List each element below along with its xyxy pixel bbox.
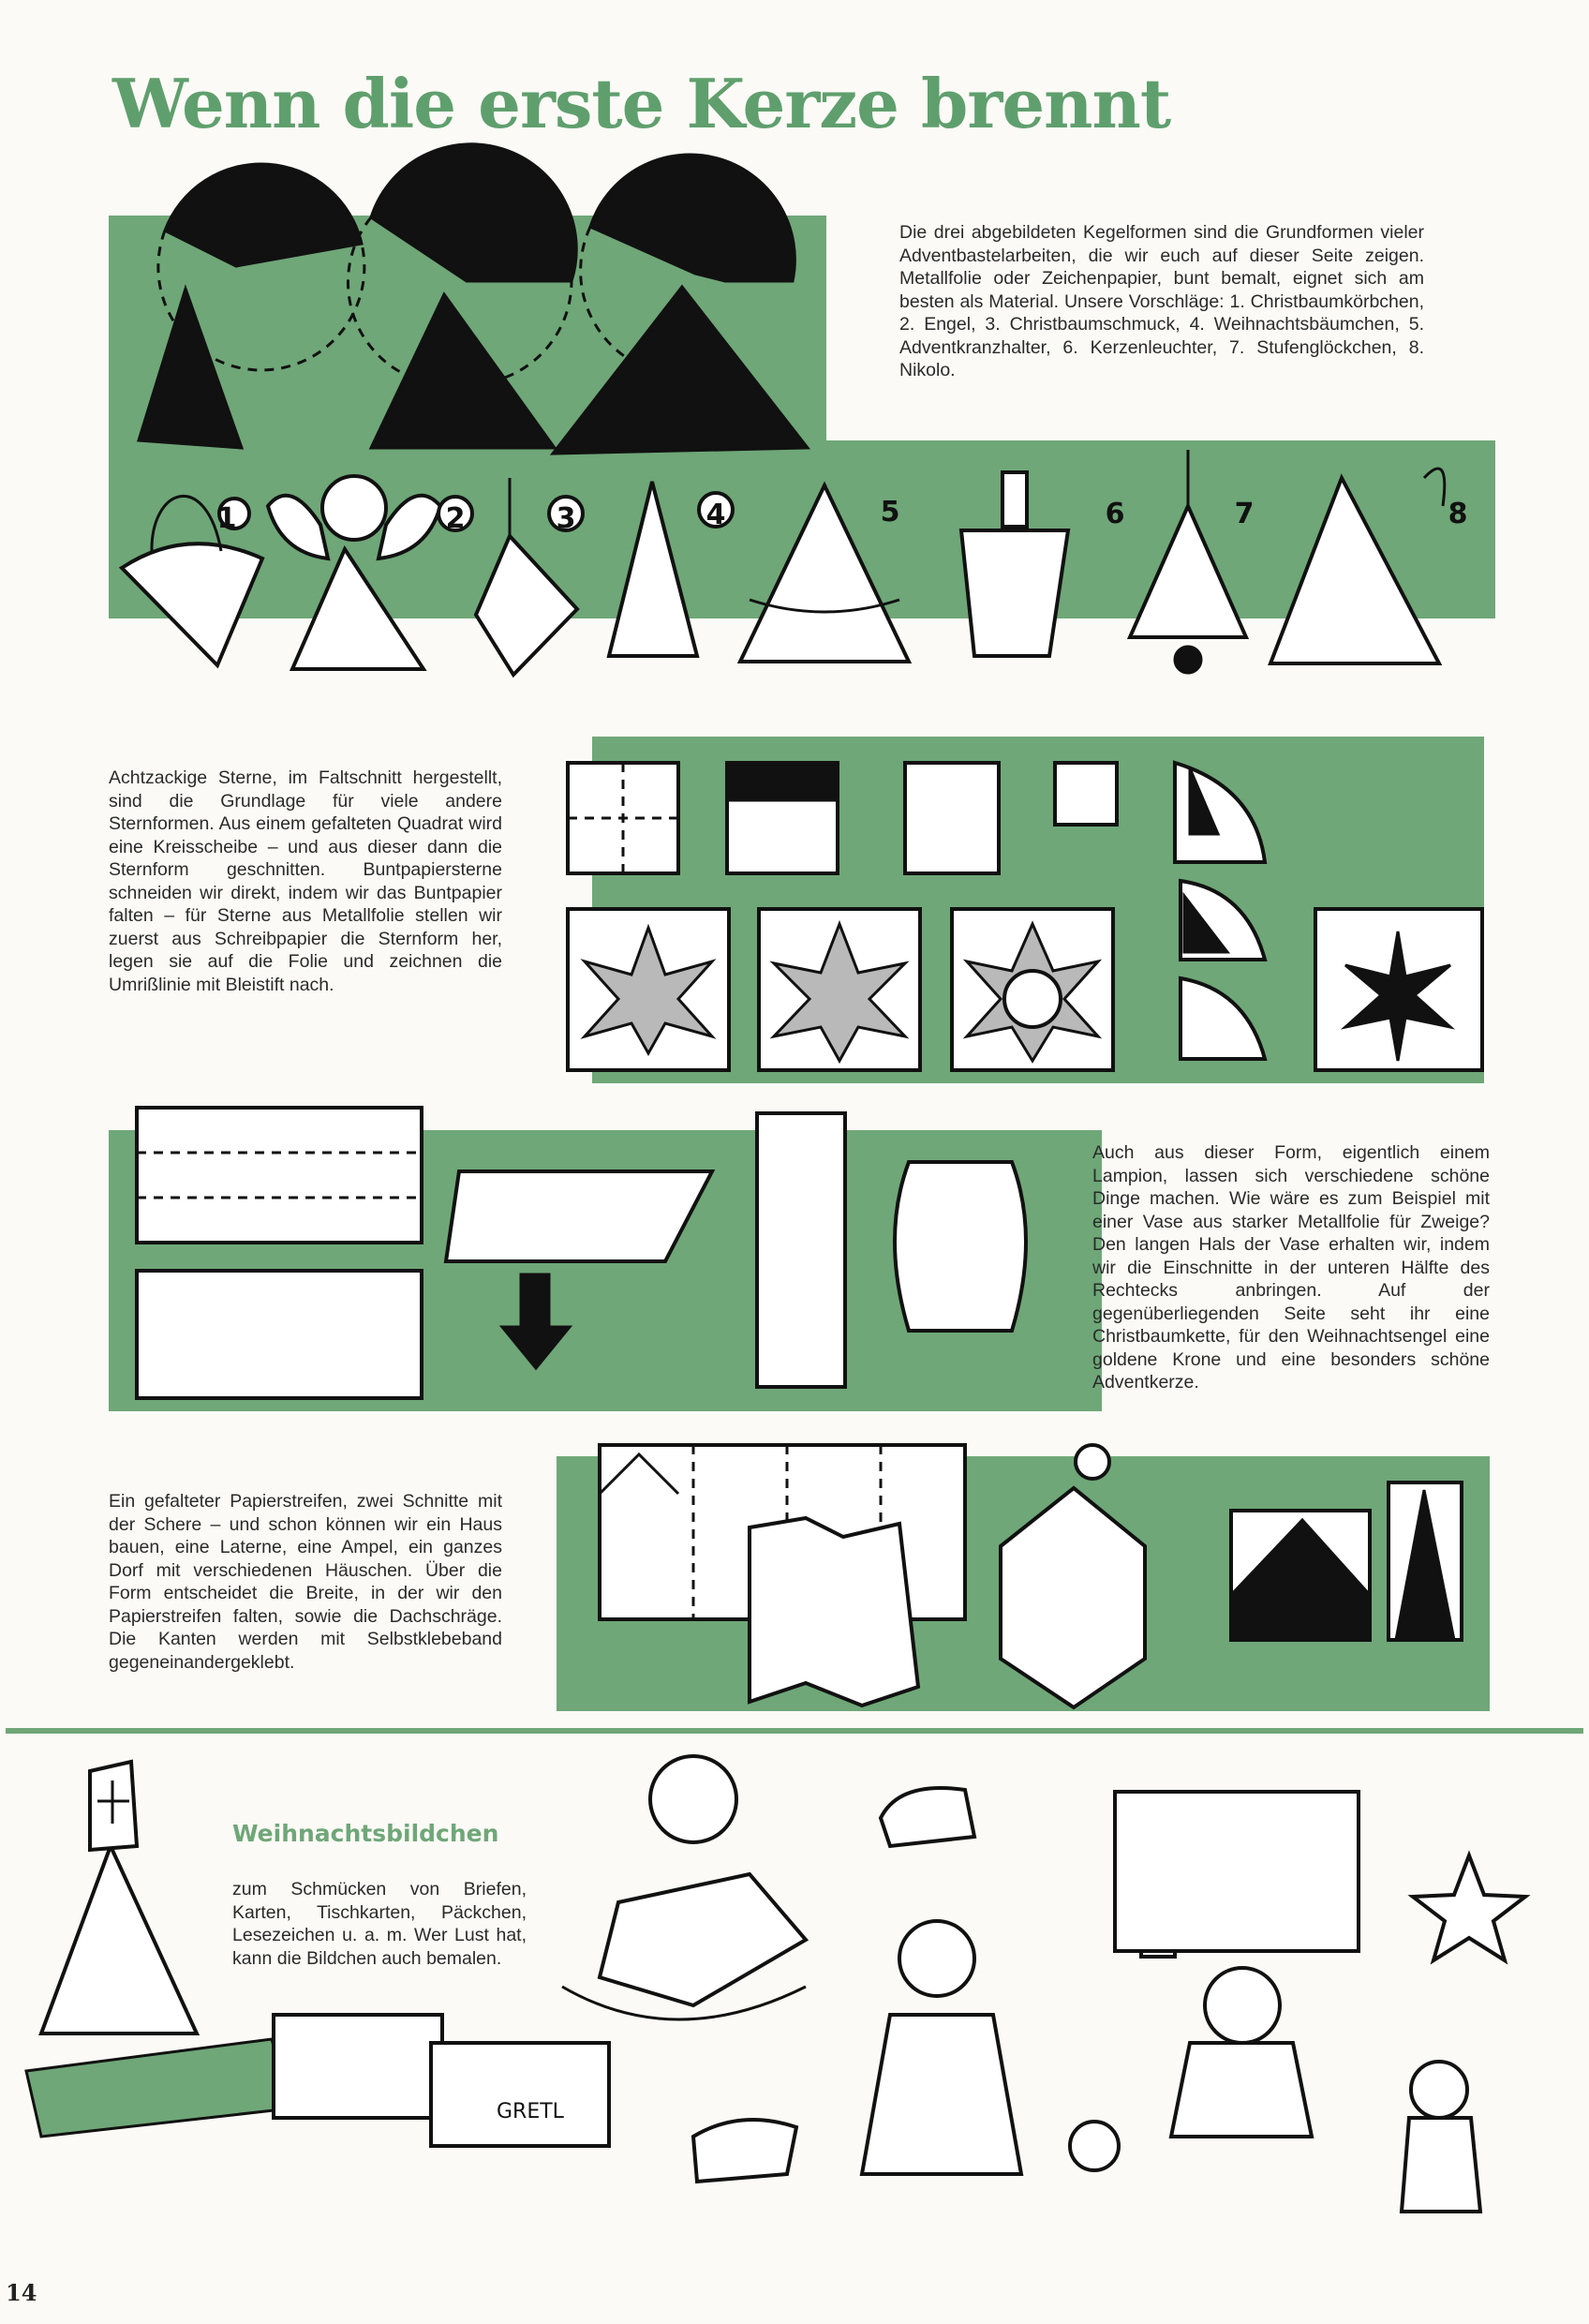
page-number: 14 [6, 2279, 37, 2306]
cone-diagram [0, 0, 1589, 750]
figure-8-nikolo [1270, 469, 1445, 663]
section3-text: Auch aus dieser Form, eigentlich einem Lampion, lassen sich verschiedene schöne Dinge machen. Wie wäre es zum Beispiel mit einer Vase aus starker Metallfolie für Zweige? Den langen Hals der Vase erhalten wir, indem wir die Einschnitte in der unteren Hälfte des Rechtecks anbringen. Auf der gegenüberliegenden Seite seht ihr eine Christbaumkette, für den Weihnachtsengel eine goldene Krone und eine besonders schöne Adventkerze. [1092, 1142, 1490, 1393]
card-label: GRETL [497, 2100, 564, 2123]
figure-7-bell [1130, 450, 1246, 673]
svg-text:8: 8 [1448, 498, 1468, 530]
section1-text: Die drei abgebildeten Kegelformen sind die Grundformen vieler Adventbastelarbeiten, die wir euch auf dieser Seite zeigen. Metallfolie oder Zeichenpapier, bunt bemalt, eignet sich am besten als Material. Unsere Vorschläge: 1. Christbaumkörbchen, 2. Engel, 3. Christbaumschmuck, 4. Weihnachtsbäumchen, 5. Adventkranzhalter, 6. Kerzenleuchter, 7. Stufenglöckchen, 8. Nikolo. [899, 222, 1424, 380]
figure-1-basket [122, 496, 262, 665]
figure-6-candle-holder [961, 472, 1068, 656]
section5-text: zum Schmücken von Briefen, Karten, Tischkarten, Päckchen, Lesezeichen u. a. m. Wer Lust hat, kann die Bildchen auch bemalen. [232, 1879, 527, 1969]
svg-text:2: 2 [445, 502, 466, 535]
svg-text:5: 5 [880, 496, 900, 529]
lantern-diagram [0, 1096, 1589, 1434]
section2-text: Achtzackige Sterne, im Faltschnitt hergestellt, sind die Grundlage für viele andere Sternformen. Aus einem gefalteten Quadrat wird eine Kreisscheibe – und aus dieser dann die Sternform geschnitten. Buntpapiersterne schneiden wir direkt, indem wir das Buntpapier falten – für Sterne aus Metallfolie stellen wir zuerst aus Schreibpapier die Sternform her, legen sie auf die Folie und zeichnen die Umrißlinie mit Bleistift nach. [109, 767, 502, 995]
svg-text:7: 7 [1234, 498, 1255, 530]
svg-text:3: 3 [556, 502, 576, 535]
section4-text: Ein gefalteter Papierstreifen, zwei Schnitte mit der Schere – und schon können wir ein Haus bauen, eine Laterne, eine Ampel, ein ganzes Dorf mit verschiedenen Häuschen. Über die Form entscheidet die Breite, in der wir den Papierstreifen falten, sowie die Dachschräge. Die Kanten werden mit Selbstklebeband gegeneinandergeklebt. [109, 1491, 502, 1673]
svg-text:1: 1 [216, 502, 237, 535]
star-fold-diagram [0, 731, 1589, 1106]
svg-text:6: 6 [1105, 498, 1125, 530]
svg-text:4: 4 [705, 499, 726, 531]
christmas-illustrations [0, 1734, 1589, 2315]
section5-heading: Weihnachtsbildchen [232, 1820, 499, 1847]
house-fold-diagram [0, 1434, 1589, 1734]
page-title: Wenn die erste Kerze brennt [112, 64, 1171, 143]
figure-2-angel [268, 476, 472, 669]
